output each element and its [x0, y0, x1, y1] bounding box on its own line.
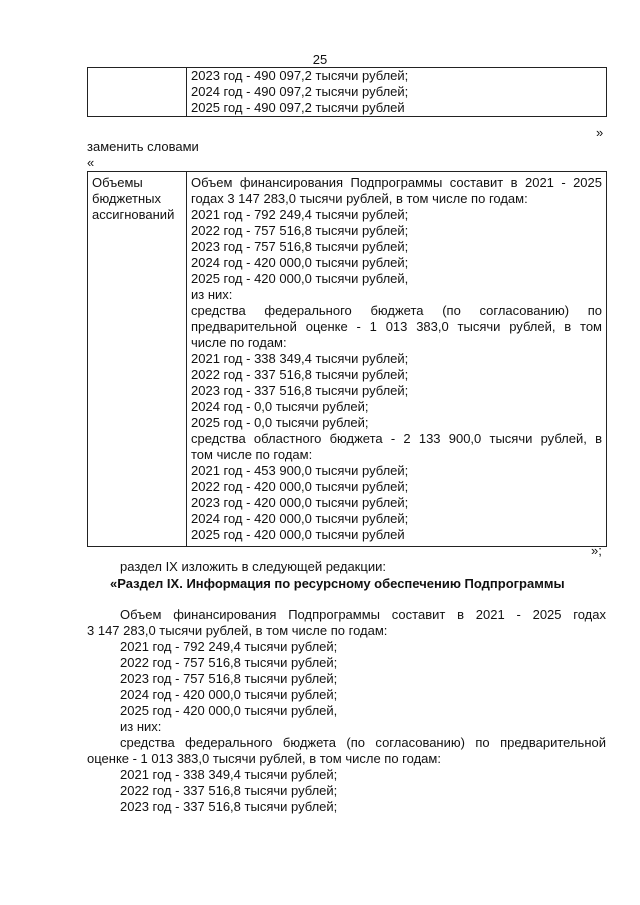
- empty-cell: [88, 68, 187, 117]
- paragraph-line: из них:: [120, 719, 162, 734]
- text-line: числе по годам:: [191, 335, 287, 350]
- replace-instruction: заменить словами: [87, 139, 199, 154]
- table-row: 2024 год - 490 097,2 тысячи рублей;: [191, 84, 409, 99]
- text-line: из них:: [191, 287, 233, 302]
- paragraph-line: 2022 год - 757 516,8 тысячи рублей;: [120, 655, 338, 670]
- paragraph-line: 2024 год - 420 000,0 тысячи рублей;: [120, 687, 338, 702]
- text-line: 2021 год - 453 900,0 тысячи рублей;: [191, 463, 409, 478]
- section-heading: «Раздел IX. Информация по ресурсному обеспечению Подпрограммы: [110, 576, 565, 591]
- text-line: 2023 год - 337 516,8 тысячи рублей;: [191, 383, 409, 398]
- text-line: 2022 год - 757 516,8 тысячи рублей;: [191, 223, 409, 238]
- funding-table-fragment: [87, 67, 607, 117]
- text-line: том числе по годам:: [191, 447, 313, 462]
- table-row: 2023 год - 490 097,2 тысячи рублей;: [191, 68, 409, 83]
- paragraph-line: 2022 год - 337 516,8 тысячи рублей;: [120, 783, 338, 798]
- text-line: 2024 год - 420 000,0 тысячи рублей;: [191, 255, 409, 270]
- budget-allocations-label-cell: [88, 172, 187, 547]
- text-line: 2025 год - 420 000,0 тысячи рублей,: [191, 271, 409, 286]
- table-row: 2025 год - 490 097,2 тысячи рублей: [191, 100, 405, 115]
- label-line: бюджетных: [92, 191, 161, 206]
- text-line: 2025 год - 420 000,0 тысячи рублей: [191, 527, 405, 542]
- paragraph-line: 3 147 283,0 тысячи рублей, в том числе по годам:: [87, 623, 388, 638]
- paragraph-line: 2021 год - 338 349,4 тысячи рублей;: [120, 767, 338, 782]
- text-line: предварительной оценке - 1 013 383,0 тысячи рублей, в том: [191, 319, 602, 334]
- text-line: средства областного бюджета - 2 133 900,0 тысячи рублей, в: [191, 431, 602, 446]
- paragraph-line: 2025 год - 420 000,0 тысячи рублей,: [120, 703, 338, 718]
- page-number: 25: [312, 52, 328, 67]
- text-line: 2023 год - 757 516,8 тысячи рублей;: [191, 239, 409, 254]
- paragraph-line: 2023 год - 337 516,8 тысячи рублей;: [120, 799, 338, 814]
- text-line: 2023 год - 420 000,0 тысячи рублей;: [191, 495, 409, 510]
- text-line: 2021 год - 338 349,4 тысячи рублей;: [191, 351, 409, 366]
- text-line: средства федерального бюджета (по согласованию) по: [191, 303, 602, 318]
- opening-quote: «: [87, 155, 95, 170]
- section-instruction: раздел IX изложить в следующей редакции:: [120, 559, 386, 574]
- paragraph-line: средства федерального бюджета (по согласованию) по предварительной: [120, 735, 606, 750]
- closing-quote: »;: [591, 543, 602, 558]
- paragraph-line: Объем финансирования Подпрограммы составит в 2021 - 2025 годах: [120, 607, 606, 622]
- funding-years-cell: [187, 68, 607, 117]
- text-line: 2025 год - 0,0 тысячи рублей;: [191, 415, 369, 430]
- text-line: 2022 год - 337 516,8 тысячи рублей;: [191, 367, 409, 382]
- paragraph-line: оценке - 1 013 383,0 тысячи рублей, в том числе по годам:: [87, 751, 441, 766]
- closing-quote: »: [596, 125, 604, 140]
- budget-allocations-value-cell: [187, 172, 607, 547]
- label-line: Объемы: [92, 175, 143, 190]
- text-line: 2022 год - 420 000,0 тысячи рублей;: [191, 479, 409, 494]
- budget-allocations-table: [87, 171, 607, 547]
- text-line: 2021 год - 792 249,4 тысячи рублей;: [191, 207, 409, 222]
- text-line: 2024 год - 0,0 тысячи рублей;: [191, 399, 369, 414]
- text-line: годах 3 147 283,0 тысячи рублей, в том числе по годам:: [191, 191, 528, 206]
- paragraph-line: 2021 год - 792 249,4 тысячи рублей;: [120, 639, 338, 654]
- text-line: 2024 год - 420 000,0 тысячи рублей;: [191, 511, 409, 526]
- paragraph-line: 2023 год - 757 516,8 тысячи рублей;: [120, 671, 338, 686]
- label-line: ассигнований: [92, 207, 175, 222]
- text-line: Объем финансирования Подпрограммы составит в 2021 - 2025: [191, 175, 602, 190]
